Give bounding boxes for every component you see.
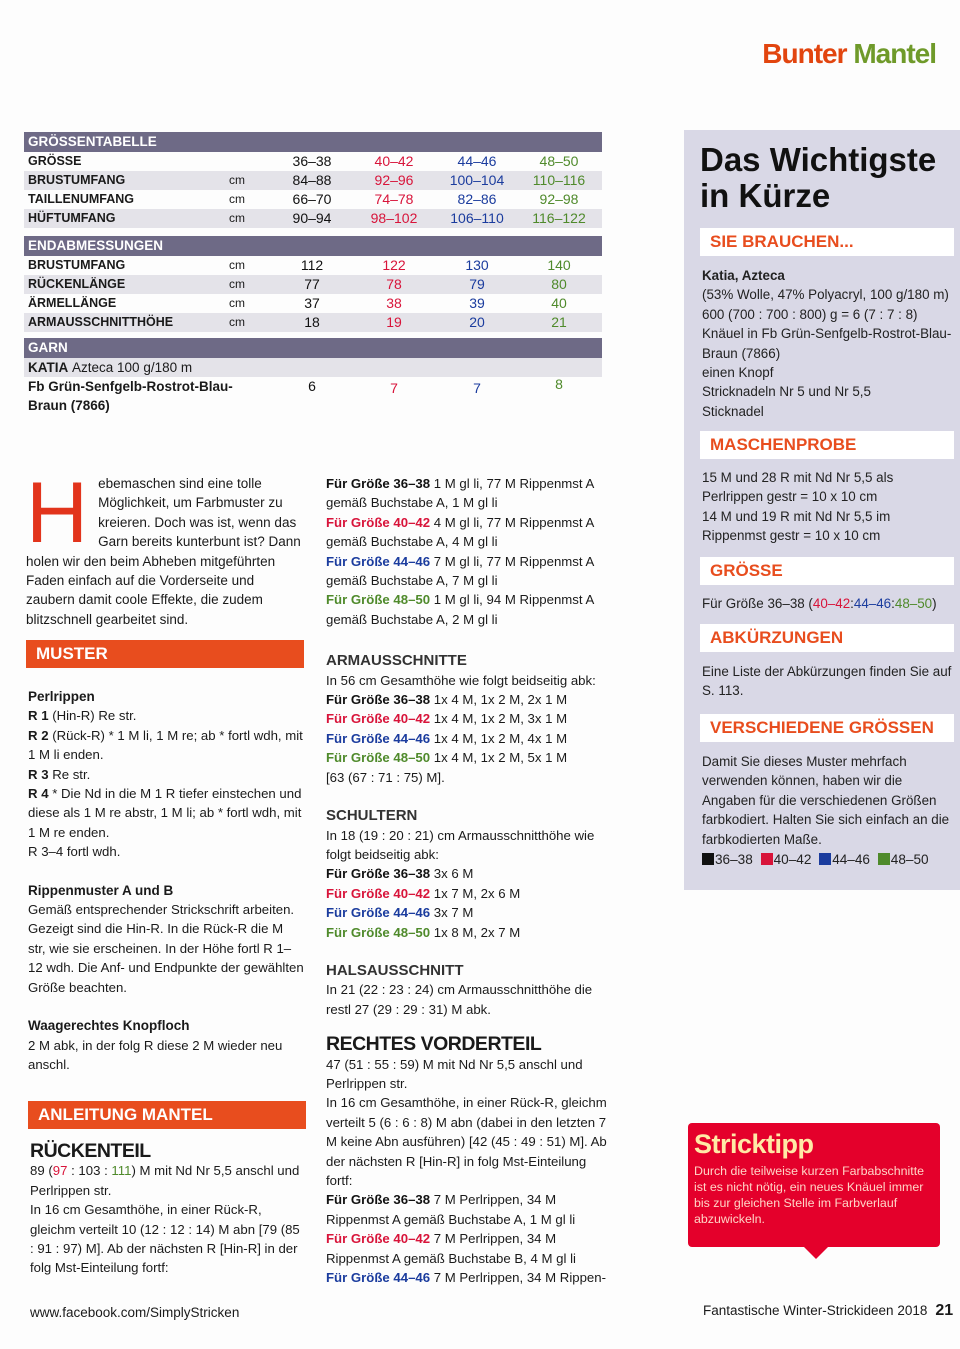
cell-size-4: 140 [547, 257, 571, 273]
perlrippen-line: R 3 Re str. [28, 766, 91, 782]
table-row [24, 209, 602, 228]
legend-swatch [702, 853, 714, 865]
cell-size-2: 74–78 [374, 191, 414, 207]
arm-intro: In 56 cm Gesamthöhe wie folgt beidseitig abk: [326, 672, 596, 688]
knopf-title: Waagerechtes Knopfloch [28, 1018, 190, 1034]
cell-size-3: 130 [465, 257, 489, 273]
group-line: Für Größe 36–38 1 M gl li, 77 M Rippenmst A gemäß Buchstabe A, 1 M gl li [326, 476, 594, 511]
row-label: HÜFTUMFANG [28, 211, 116, 225]
table-row [24, 152, 602, 171]
bar-maschenprobe: MASCHENPROBE [700, 431, 954, 459]
perlrippen-line: R 1 (Hin-R) Re str. [28, 708, 137, 724]
arm-line: Für Größe 48–50 1x 4 M, 1x 2 M, 5x 1 M [326, 750, 568, 766]
cell-size-4: 110–116 [532, 172, 586, 188]
size-table [24, 132, 602, 413]
versch-text: Damit Sie dieses Muster mehrfach verwenden können, haben wir die Angaben für die verschiedenen Größen farbkodiert. Halten Sie sich einfach an die farbkodierten Maße. [702, 754, 950, 847]
row-label: RÜCKENLÄNGE [28, 277, 126, 291]
cell-size-1: 112 [300, 257, 324, 273]
schultern-line: Für Größe 44–46 3x 7 M [326, 905, 474, 921]
groesse-text: Für Größe 36–38 (40–42:44–46:48–50) [702, 596, 937, 611]
panel-title: Das Wichtigste in Kürze [700, 141, 937, 214]
table-row [24, 256, 602, 275]
cell-size-2: 92–96 [374, 172, 414, 188]
garn-color-line-2: Braun (7866) [28, 398, 110, 413]
row-unit: cm [229, 315, 245, 329]
schultern-title: SCHULTERN [326, 807, 418, 825]
schultern-line: Für Größe 36–38 3x 6 M [326, 866, 474, 882]
vorder-line: Für Größe 36–38 7 M Perlrippen, 34 M Rippenmst A gemäß Buchstabe A, 1 M gl li [326, 1192, 576, 1227]
cell-size-4: 80 [551, 276, 567, 292]
perlrippen-line: R 4 * Die Nd in die M 1 R tiefer einstechen und diese als 1 M re abstr, 1 M li; ab * fortl wdh, mit 1 M re enden. [28, 786, 302, 840]
cell-size-2: 40–42 [374, 153, 414, 169]
ruecken-p2: In 16 cm Gesamthöhe, in einer Rück-R, gleichm verteilt 10 (12 : 12 : 14) M abn [79 (85 : 91 : 97) M]. Ab der nächsten R [Hin-R] in der folg Mst-Einteilung fortf: [30, 1202, 300, 1276]
garn-row [24, 358, 602, 377]
arm-line: Für Größe 44–46 1x 4 M, 1x 2 M, 4x 1 M [326, 730, 568, 746]
vorder-p2: In 16 cm Gesamthöhe, in einer Rück-R, gleichm verteilt 5 (6 : 6 : 8) M abn (dabei in den letzten 7 M keine Abn ausführen) [42 (45 : 49 : 51) M]. Ab der nächsten R [Hin-R] in folg Mst-Einteilung fortf: [326, 1095, 607, 1188]
arm-line: Für Größe 36–38 1x 4 M, 1x 2 M, 2x 1 M [326, 692, 568, 708]
cell-size-1: 90–94 [292, 210, 332, 226]
cell-size-1: 77 [304, 276, 320, 292]
cell-size-2: 19 [386, 314, 402, 330]
cell-size-3: 82–86 [457, 191, 497, 207]
ruecken-p1: 89 (97 : 103 : 111) M mit Nd Nr 5,5 anschl und Perlrippen str. [30, 1163, 300, 1198]
cell-size-1: 36–38 [292, 153, 332, 169]
row-label: BRUSTUMFANG [28, 173, 126, 187]
row-unit: cm [229, 173, 245, 187]
cell-size-1: 37 [304, 295, 320, 311]
vorder-title: RECHTES VORDERTEIL [326, 1033, 542, 1056]
table-row [24, 313, 602, 332]
muster-section [28, 687, 304, 1074]
anleitung-bar: ANLEITUNG MANTEL [28, 1101, 306, 1129]
page-number: 21 [935, 1302, 954, 1319]
garn-qty-3: 7 [473, 380, 481, 396]
footer-magazine: Fantastische Winter-Strickideen 2018 21 [703, 1302, 954, 1319]
brand-word-2: Mantel [853, 38, 936, 69]
footer-url[interactable]: www.facebook.com/SimplyStricken [30, 1305, 240, 1320]
rippen-title: Rippenmuster A und B [28, 882, 174, 898]
materials-list: Katia, Azteca (53% Wolle, 47% Polyacryl, 100 g/180 m) 600 (700 : 700 : 800) g = 6 (7 : 7 : 8) Knäuel in Fb Grün-Senfgelb-Rostrot-Blau- Braun (7866) einen Knopf Stricknadeln Nr 5 und Nr 5,5 Sticknadel [702, 268, 952, 419]
middle-column [326, 474, 608, 1287]
perlrippen-line: R 2 (Rück-R) * 1 M li, 1 M re; ab * fortl wdh, mit 1 M li enden. [28, 727, 303, 763]
brand-title [762, 38, 936, 70]
cell-size-3: 79 [469, 276, 485, 292]
legend-swatch [878, 853, 890, 865]
group-line: Für Größe 48–50 1 M gl li, 94 M Rippenmst A gemäß Buchstabe A, 2 M gl li [326, 592, 594, 627]
vorder-line: Für Größe 40–42 7 M Perlrippen, 34 M Rippenmst A gemäß Buchstabe B, 4 M gl li [326, 1231, 576, 1266]
garn-color-row [24, 377, 602, 413]
hals-title: HALSAUSSCHNITT [326, 961, 464, 979]
brand-word-1: Bunter [762, 38, 847, 69]
rippen-text: Gemäß entsprechender Strickschrift arbeiten. Gezeigt sind die Hin-R. In die Rück-R die M str, wie sie erscheinen. In der Höhe fortl R 1–12 wdh. Die Anf- und Endpunkte der gewählten Größe beachten. [28, 902, 304, 995]
ruecken-title: RÜCKENTEIL [30, 1140, 151, 1162]
size-color-legend: 36–38 40–42 44–46 48–50 [702, 850, 952, 869]
cell-size-2: 78 [386, 276, 402, 292]
cell-size-4: 48–50 [539, 153, 579, 169]
row-label: GRÖSSE [28, 154, 82, 168]
row-label: TAILLENUMFANG [28, 192, 135, 206]
row-unit: cm [229, 192, 245, 206]
row-label: BRUSTUMFANG [28, 258, 126, 272]
hals-text: In 21 (22 : 23 : 24) cm Armausschnitthöhe die restl 27 (29 : 29 : 31) M abk. [326, 982, 593, 1017]
bar-sie-brauchen: SIE BRAUCHEN... [700, 228, 954, 256]
perlrippen-title: Perlrippen [28, 689, 95, 704]
tip-title: Stricktipp [694, 1129, 814, 1159]
abk-text: Eine Liste der Abkürzungen finden Sie auf S. 113. [702, 664, 952, 699]
arm-line: Für Größe 40–42 1x 4 M, 1x 2 M, 3x 1 M [326, 711, 568, 727]
schultern-line: Für Größe 40–42 1x 7 M, 2x 6 M [326, 885, 521, 901]
stricktipp-box [688, 1123, 940, 1247]
arm-total: [63 (67 : 71 : 75) M]. [326, 769, 445, 785]
cell-size-3: 106–110 [450, 210, 504, 226]
garn-color-line-1: Fb Grün-Senfgelb-Rostrot-Blau- [28, 379, 233, 394]
summary-panel [684, 130, 960, 890]
cell-size-4: 21 [551, 314, 567, 330]
row-unit: cm [229, 211, 245, 225]
table-header-end: ENDABMESSUNGEN [24, 236, 602, 256]
cell-size-2: 98–102 [370, 210, 418, 226]
cell-size-3: 39 [469, 295, 485, 311]
group-line: Für Größe 44–46 7 M gl li, 77 M Rippenmst A gemäß Buchstabe A, 7 M gl li [326, 553, 594, 589]
cell-size-4: 40 [551, 295, 567, 311]
table-row [24, 190, 602, 209]
arm-title: ARMAUSSCHNITTE [326, 652, 467, 670]
table-header-sizes: GRÖSSENTABELLE [24, 132, 602, 152]
row-unit: cm [229, 258, 245, 272]
bar-groesse: GRÖSSE [700, 557, 954, 585]
row-label: ARMAUSSCHNITTHÖHE [28, 315, 174, 329]
bar-abkuerzungen: ABKÜRZUNGEN [700, 624, 954, 652]
cell-size-1: 66–70 [292, 191, 332, 207]
cell-size-1: 18 [304, 314, 320, 330]
intro-text: ebemaschen sind eine tolle Möglichkeit, um Farbmuster zu kreieren. Doch was ist, wenn das Garn bereits kunterbunt ist? Dann holen wir den beim Abheben mitgeführten Faden einfach auf die Vorderseite und zaubern damit coole Effekte, die zudem blitzschnell gearbeitet sind. [26, 476, 301, 627]
garn-brand: KATIA [28, 360, 69, 375]
garn-qty-1: 6 [308, 378, 316, 394]
cell-size-4: 92–98 [539, 191, 579, 207]
intro-paragraph [26, 465, 304, 629]
bar-verschiedene-groessen: VERSCHIEDENE GRÖSSEN [700, 714, 954, 742]
schultern-line: Für Größe 48–50 1x 8 M, 2x 7 M [326, 924, 521, 940]
row-label: ÄRMELLÄNGE [28, 296, 117, 310]
table-row [24, 294, 602, 313]
tip-text: Durch die teilweise kurzen Farbabschnitte ist es nicht nötig, ein neues Knäuel immer bis zur gleichen Stelle im Farbverlauf abzuwickeln. [694, 1164, 925, 1226]
garn-qty-4: 8 [555, 376, 563, 392]
probe-text: 15 M und 28 R mit Nd Nr 5,5 als Perlrippen gestr = 10 x 10 cm 14 M und 19 R mit Nd Nr 5,5 im Rippenmst gestr = 10 x 10 cm [702, 470, 894, 544]
cell-size-3: 44–46 [457, 153, 497, 169]
row-unit: cm [229, 296, 245, 310]
vorder-line: Für Größe 44–46 7 M Perlrippen, 34 M Rippen- [326, 1270, 606, 1286]
vorder-p1: 47 (51 : 55 : 59) M mit Nd Nr 5,5 anschl und Perlrippen str. [326, 1056, 583, 1091]
cell-size-3: 20 [469, 314, 485, 330]
table-row [24, 171, 602, 190]
cell-size-3: 100–104 [449, 172, 505, 188]
knopf-text: 2 M abk, in der folg R diese 2 M wieder neu anschl. [28, 1037, 283, 1072]
row-unit: cm [229, 277, 245, 291]
perlrippen-line: R 3–4 fortl wdh. [28, 844, 121, 860]
cell-size-1: 84–88 [292, 172, 332, 188]
cell-size-4: 116–122 [532, 210, 586, 226]
ruecken-section [30, 1142, 306, 1278]
legend-swatch [819, 853, 831, 865]
table-header-garn: GARN [24, 338, 602, 358]
legend-swatch [761, 853, 773, 865]
muster-bar: MUSTER [26, 640, 304, 668]
table-row [24, 275, 602, 294]
group-line: Für Größe 40–42 4 M gl li, 77 M Rippenmst A gemäß Buchstabe A, 4 M gl li [326, 514, 594, 550]
cell-size-2: 122 [382, 257, 406, 273]
garn-name: Azteca 100 g/180 m [72, 360, 193, 375]
schultern-intro: In 18 (19 : 20 : 21) cm Armausschnitthöhe wie folgt beidseitig abk: [326, 827, 595, 862]
garn-qty-2: 7 [390, 380, 398, 396]
dropcap: H [26, 465, 89, 561]
cell-size-2: 38 [386, 295, 402, 311]
